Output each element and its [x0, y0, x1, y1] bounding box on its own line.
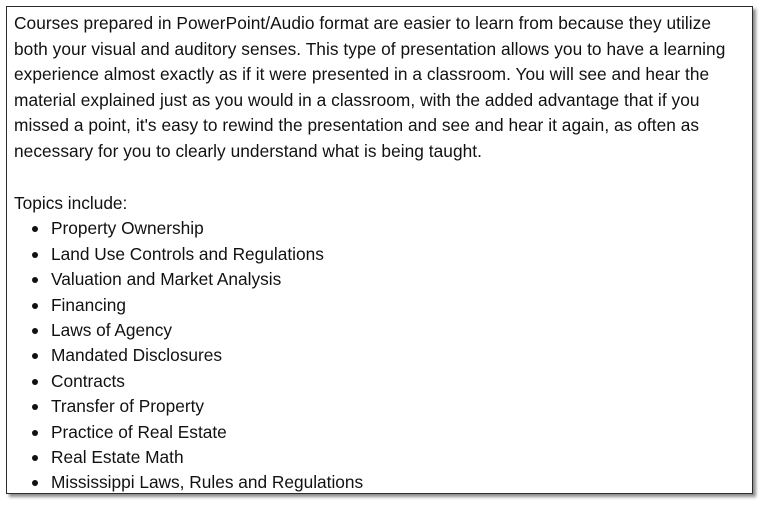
- topic-label: Financing: [51, 294, 126, 315]
- bullet-icon: [32, 252, 38, 258]
- topic-label: Property Ownership: [51, 218, 204, 239]
- topic-item: [14, 343, 747, 368]
- topic-label: Transfer of Property: [51, 396, 205, 417]
- topic-item: [14, 445, 747, 470]
- topic-item: [14, 242, 747, 267]
- bullet-icon: [32, 455, 38, 461]
- course-description-panel: [6, 6, 753, 494]
- bullet-icon: [32, 404, 38, 410]
- topic-item: [14, 420, 747, 445]
- bullet-icon: [32, 277, 38, 283]
- topic-label: Mississippi Laws, Rules and Regulations: [51, 472, 364, 493]
- topic-item: [14, 318, 747, 343]
- bullet-icon: [32, 303, 38, 309]
- topic-item: [14, 369, 747, 394]
- topic-item: [14, 293, 747, 318]
- topic-label: Laws of Agency: [51, 319, 173, 340]
- topic-label: Contracts: [51, 370, 125, 391]
- bullet-icon: [32, 430, 38, 436]
- bullet-icon: [32, 353, 38, 359]
- topic-item: [14, 470, 747, 495]
- topic-list: [14, 216, 747, 495]
- topic-label: Land Use Controls and Regulations: [51, 243, 324, 264]
- bullet-icon: [32, 480, 38, 486]
- bullet-icon: [32, 379, 38, 385]
- bullet-icon: [32, 328, 38, 334]
- bullet-icon: [32, 226, 38, 232]
- topic-item: [14, 216, 747, 241]
- topic-item: [14, 394, 747, 419]
- topic-label: Mandated Disclosures: [51, 345, 222, 366]
- intro-paragraph: Courses prepared in PowerPoint/Audio format are easier to learn from because they utilize both your visual and auditory senses. This type of presentation allows you to have a learning experience almost exactly as if it were presented in a classroom. You will see and hear the material explained just as you would in a classroom, with the added advantage that if you missed a point, it's easy to rewind the presentation and see and hear it again, as often as necessary for you to clearly understand what is being taught.: [14, 13, 726, 161]
- topic-label: Practice of Real Estate: [51, 421, 227, 442]
- topic-label: Valuation and Market Analysis: [51, 269, 282, 290]
- topic-label: Real Estate Math: [51, 446, 184, 467]
- topic-item: [14, 267, 747, 292]
- topics-heading: Topics include:: [14, 193, 128, 213]
